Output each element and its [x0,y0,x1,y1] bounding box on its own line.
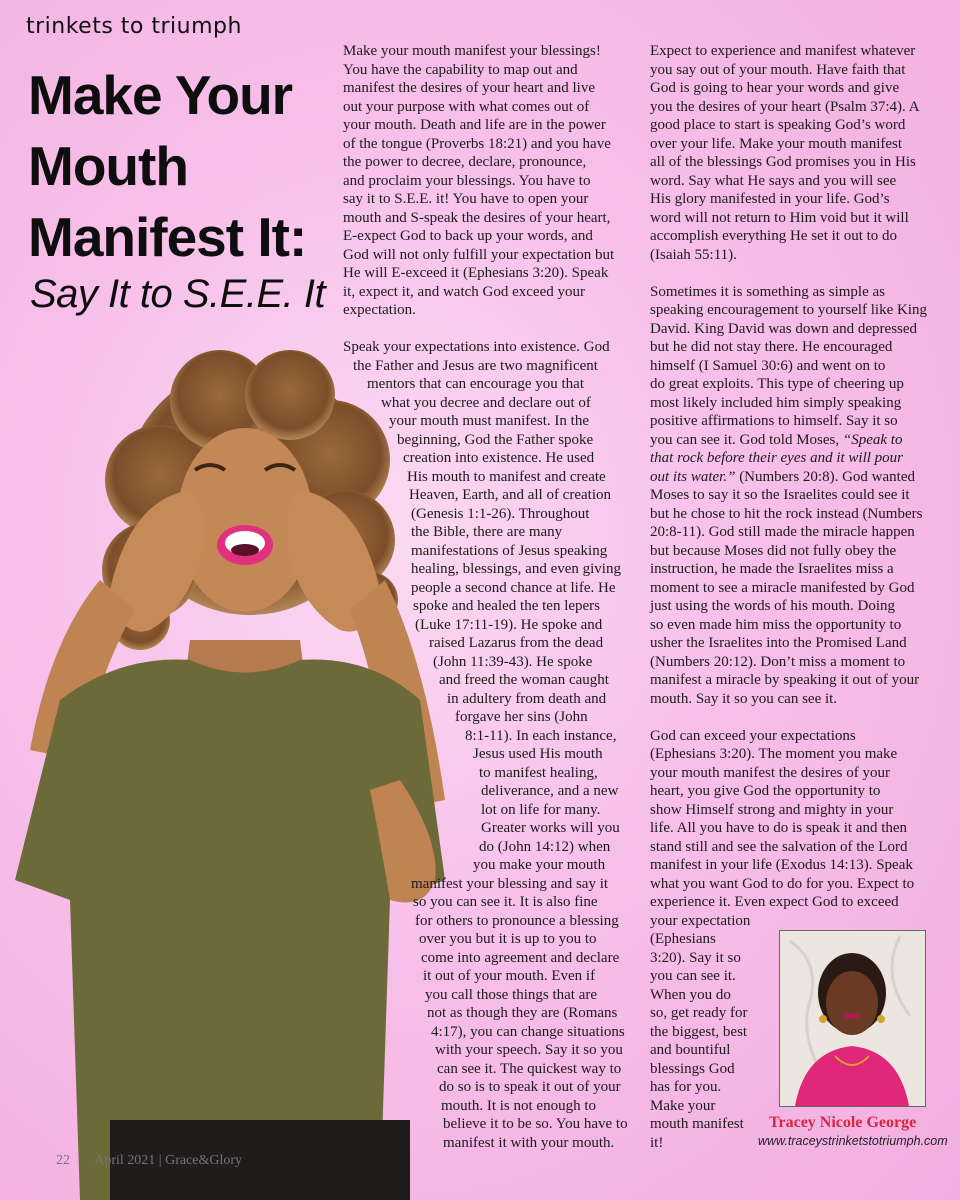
article-title [28,60,328,273]
text-line: Heaven, Earth, and all of creation [409,487,611,503]
text-line: forgave her sins (John [455,709,588,725]
text-line: can see it. The quickest way to [437,1060,622,1077]
paragraph [343,42,633,320]
text-line: He will E-exceed it (Ephesians 3:20). Speak [343,265,609,281]
text-segment: (Numbers 20:8). God wanted [735,468,915,485]
text-line: Moses to say it so the Israelites could see it [650,487,910,503]
text-line: Expect to experience and manifest whatever [650,43,916,59]
text-line: usher the Israelites into the Promised Land [650,635,907,651]
text-line: Jesus used His mouth [473,746,603,762]
text-line: it, expect it, and watch God exceed your [343,283,585,300]
text-line: instruction, he made the Israelites miss a [650,561,894,577]
text-line: say it to S.E.E. it! You have to open your [343,191,589,207]
text-line: do (John 14:12) when [479,838,611,855]
text-line: When you do [650,986,731,1003]
text-line [650,468,940,487]
text-line: (Ephesians [650,931,716,947]
text-line: (Ephesians 3:20). The moment you make [650,746,898,762]
text-line: (Genesis 1:1-26). Throughout [411,505,590,522]
text-line: 20:8-11). God still made the miracle happen [650,524,915,540]
paragraph [343,338,633,1152]
text-line: the biggest, best [650,1023,748,1040]
paragraph [650,42,940,264]
text-line: (Luke 17:11-19). He spoke and [415,616,603,633]
title-line: Make Your [28,64,293,126]
text-line: what you decree and declare out of [381,394,591,411]
text-line: in adultery from death and [447,690,607,707]
issue-info: April 2021 | Grace&Glory [94,1153,243,1168]
text-line: 3:20). Say it so [650,949,741,966]
paragraph [650,283,940,709]
text-line: speaking encouragement to yourself like King [650,302,928,318]
text-line: so, get ready for [650,1005,748,1021]
text-line: mouth and S-speak the desires of your heart, [343,209,611,226]
text-line: so even made him miss the opportunity to [650,616,902,633]
text-line: God is going to hear your words and give [650,80,900,96]
text-line: so you can see it. It is also fine [413,894,598,910]
text-line: but he did not stay there. He encouraged [650,339,893,355]
text-line: positive affirmations to himself. Say it so [650,413,898,429]
scripture-quote: out its water.” [650,468,736,485]
text-line: Make your mouth manifest your blessings! [343,43,601,59]
text-line: 4:17), you can change situations [431,1023,625,1040]
text-line: manifest a miracle by speaking it out of your [650,672,920,688]
text-line: His mouth to manifest and create [407,468,606,485]
author-name: Tracey Nicole George [769,1114,917,1131]
text-line: blessings God [650,1060,735,1077]
author-website: www.traceystrinketstotriumph.com [758,1134,948,1148]
text-line: just using the words of his mouth. Doing [650,598,896,614]
text-line: experience it. Even expect God to exceed [650,894,899,910]
text-line: (Numbers 20:12). Don’t miss a moment to [650,653,906,670]
title-line: Mouth [28,135,188,197]
text-line: Make your [650,1097,716,1114]
text-line: accomplish everything He set it out to do [650,228,898,244]
text-line: You have the capability to map out and [343,61,578,78]
text-line: do great exploits. This type of cheering up [650,376,904,392]
text-line: manifest your blessing and say it [411,875,609,892]
text-line: stand still and see the salvation of the Lord [650,838,908,855]
text-line: and bountiful [650,1042,731,1058]
text-line: mouth. Say it so you can see it. [650,690,838,707]
text-line: you the desires of your heart (Psalm 37:4). A [650,98,920,115]
text-line: life. All you have to do is speak it and then [650,820,908,836]
text-line: God can exceed your expectations [650,727,856,744]
text-line: it out of your mouth. Even if [423,968,596,984]
text-line: of the tongue (Proverbs 18:21) and you have [343,135,611,152]
text-line: lot on life for many. [481,801,601,818]
text-line: creation into existence. He used [403,450,595,466]
text-line: you say out of your mouth. Have faith that [650,61,906,78]
text-line: all of the blessings God promises you in His [650,154,916,170]
text-line: most likely included him simply speaking [650,394,902,411]
text-line: and proclaim your blessings. You have to [343,172,591,189]
scripture-quote: “Speak to [842,431,903,448]
text-line: expectation. [343,302,416,318]
text-line: God will not only fulfill your expectation but [343,246,615,263]
text-line: you call those things that are [425,986,598,1003]
text-line: mouth. It is not enough to [441,1097,596,1114]
section-label: trinkets to triumph [26,14,242,39]
text-line: (Isaiah 55:11). [650,246,737,263]
text-line: what you want God to do for you. Expect to [650,875,915,892]
page-number: 22 [56,1153,70,1168]
text-line: over you but it is up to you to [419,931,597,947]
text-line: people a second chance at life. He [411,579,616,596]
text-line: your expectation [650,912,751,929]
text-line: the Bible, there are many [411,524,563,540]
scripture-quote: that rock before their eyes and it will pour [650,450,904,466]
text-line: your mouth manifest the desires of your [650,764,890,781]
text-line: Greater works will you [481,820,620,836]
text-line: for others to pronounce a blessing [415,912,619,929]
text-line: good place to start is speaking God’s word [650,117,906,133]
text-line: but because Moses did not fully obey the [650,542,897,559]
text-line: not as though they are (Romans [427,1005,618,1021]
text-line: the power to decree, declare, pronounce, [343,154,587,170]
text-line: mouth manifest [650,1116,744,1132]
text-line [650,449,940,468]
text-line: but he chose to hit the rock instead (Numbers [650,505,923,522]
text-line: word. Say what He says and you will see [650,172,897,189]
text-line: manifest in your life (Exodus 14:13). Speak [650,857,913,873]
text-line: you can see it. [650,968,736,984]
title-line: Manifest It: [28,206,307,268]
text-line: spoke and healed the ten lepers [413,598,601,614]
text-line: David. King David was down and depressed [650,320,918,337]
text-line: word will not return to Him void but it will [650,209,909,226]
text-line: your mouth must manifest. In the [389,413,589,429]
text-line: with your speech. Say it so you [435,1042,623,1058]
text-line: manifestations of Jesus speaking [411,542,608,559]
text-line: your mouth. Death and life are in the power [343,117,606,133]
article-subtitle: Say It to S.E.E. It [30,272,326,316]
text-line: manifest it with your mouth. [443,1134,615,1151]
page-footer [56,1153,242,1169]
text-line: and freed the woman caught [439,672,609,688]
text-line: show Himself strong and mighty in your [650,801,894,818]
text-line: over your life. Make your mouth manifest [650,135,903,152]
text-line: Speak your expectations into existence. God [343,339,610,355]
text-line: to manifest healing, [479,764,598,781]
text-line: His glory manifested in your life. God’s [650,191,890,207]
text-line: beginning, God the Father spoke [397,431,594,448]
text-line: come into agreement and declare [421,949,620,966]
text-line: healing, blessings, and even giving [411,561,621,577]
text-line: 8:1-11). In each instance, [465,727,617,744]
text-line: you make your mouth [473,857,606,873]
text-line: has for you. [650,1079,722,1095]
text-line: Sometimes it is something as simple as [650,283,885,300]
text-line: do so is to speak it out of your [439,1079,621,1095]
text-line: deliverance, and a new [481,783,619,799]
text-line: E-expect God to back up your words, and [343,228,593,244]
text-line: out your purpose with what comes out of [343,98,590,115]
text-line: himself (I Samuel 30:6) and went on to [650,357,886,374]
text-line: believe it to be so. You have to [443,1116,628,1132]
text-line: manifest the desires of your heart and live [343,80,595,96]
text-line: the Father and Jesus are two magnificent [353,357,598,374]
author-photo [779,930,926,1107]
text-line: heart, you give God the opportunity to [650,783,881,799]
text-line: it! [650,1134,664,1151]
text-line: mentors that can encourage you that [367,376,585,392]
text-segment: you can see it. God told Moses, [650,431,843,448]
text-line [650,431,940,450]
text-line: raised Lazarus from the dead [429,635,604,651]
text-line: moment to see a miracle manifested by God [650,579,915,596]
article-column-middle [343,42,633,1152]
text-line: (John 11:39-43). He spoke [433,653,593,670]
